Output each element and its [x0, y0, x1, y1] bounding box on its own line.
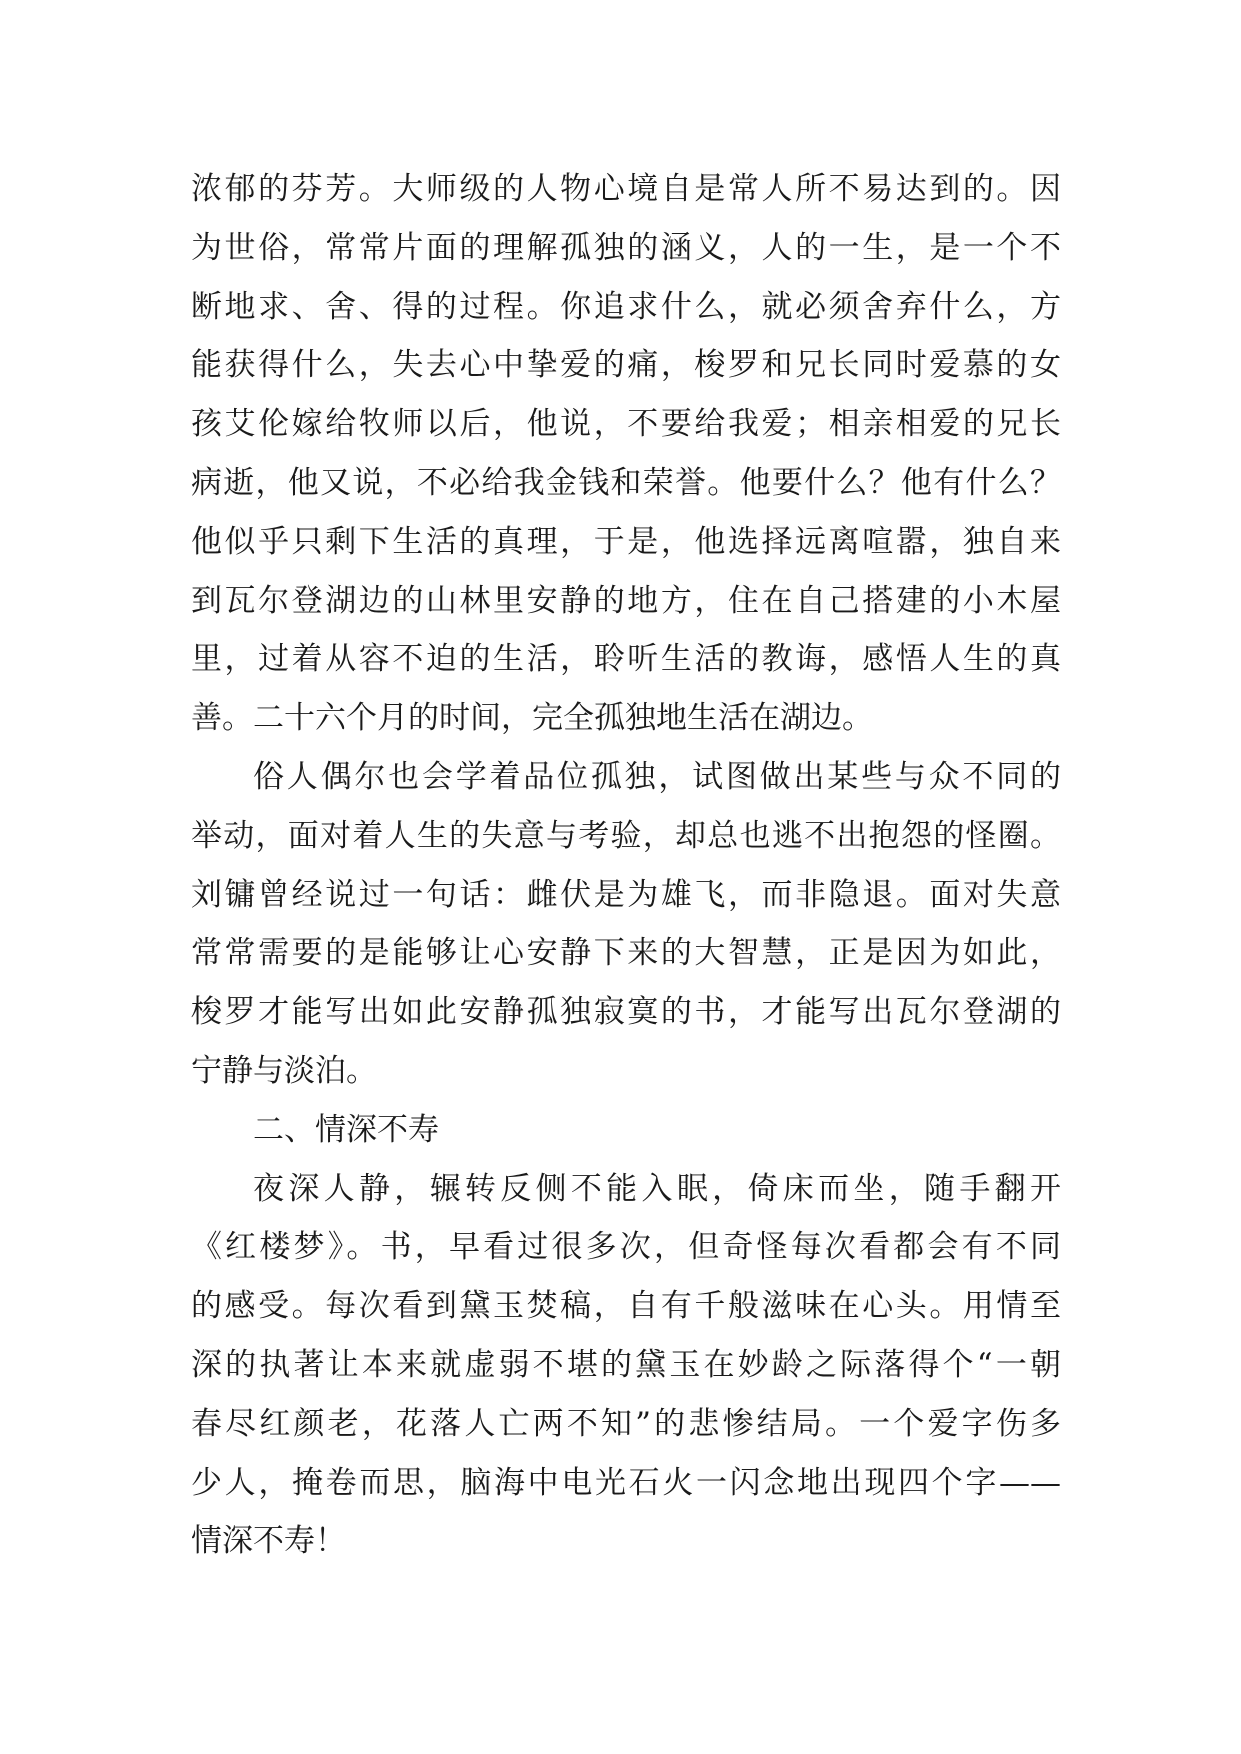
text-line: 为世俗，常常片面的理解孤独的涵义，人的一生，是一个不 — [191, 229, 1061, 266]
text-line: 刘镛曾经说过一句话：雌伏是为雄飞，而非隐退。面对失意 — [191, 876, 1061, 913]
text-line: 宁静与淡泊。 — [191, 1052, 377, 1089]
text-line: 少人，掩卷而思，脑海中电光石火一闪念地出现四个字—— — [191, 1464, 1061, 1501]
text-line: 到瓦尔登湖边的山林里安静的地方，住在自己搭建的小木屋 — [191, 582, 1061, 619]
text-line: 的感受。每次看到黛玉焚稿，自有千般滋味在心头。用情至 — [191, 1288, 1061, 1325]
text-line: 春尽红颜老，花落人亡两不知”的悲惨结局。一个爱字伤多 — [191, 1405, 1061, 1442]
text-line: 他似乎只剩下生活的真理，于是，他选择远离喧嚣，独自来 — [191, 523, 1061, 560]
text-line: 梭罗才能写出如此安静孤独寂寞的书，才能写出瓦尔登湖的 — [191, 994, 1061, 1031]
text-line: 里，过着从容不迫的生活，聆听生活的教诲，感悟人生的真 — [191, 641, 1061, 678]
text-line: 病逝，他又说，不必给我金钱和荣誉。他要什么？他有什么？ — [191, 464, 1061, 501]
text-line: 孩艾伦嫁给牧师以后，他说，不要给我爱；相亲相爱的兄长 — [191, 406, 1061, 443]
text-line: 能获得什么，失去心中挚爱的痛，梭罗和兄长同时爱慕的女 — [191, 347, 1061, 384]
text-line: 善。二十六个月的时间，完全孤独地生活在湖边。 — [191, 700, 873, 737]
text-line: 《红楼梦》。书，早看过很多次，但奇怪每次看都会有不同 — [191, 1229, 1061, 1266]
section-heading: 二、情深不寿 — [253, 1111, 439, 1148]
text-line: 深的执著让本来就虚弱不堪的黛玉在妙龄之际落得个“一朝 — [191, 1346, 1061, 1383]
text-line: 俗人偶尔也会学着品位孤独，试图做出某些与众不同的 — [253, 758, 1061, 795]
text-line: 举动，面对着人生的失意与考验，却总也逃不出抱怨的怪圈。 — [191, 817, 1061, 854]
text-line: 常常需要的是能够让心安静下来的大智慧，正是因为如此， — [191, 935, 1061, 972]
body-text — [191, 160, 1061, 1571]
text-line: 浓郁的芬芳。大师级的人物心境自是常人所不易达到的。因 — [191, 171, 1061, 207]
text-line: 情深不寿！ — [191, 1523, 346, 1560]
text-line: 夜深人静，辗转反侧不能入眠，倚床而坐，随手翻开 — [253, 1170, 1061, 1207]
text-line: 断地求、舍、得的过程。你追求什么，就必须舍弃什么，方 — [191, 288, 1061, 325]
